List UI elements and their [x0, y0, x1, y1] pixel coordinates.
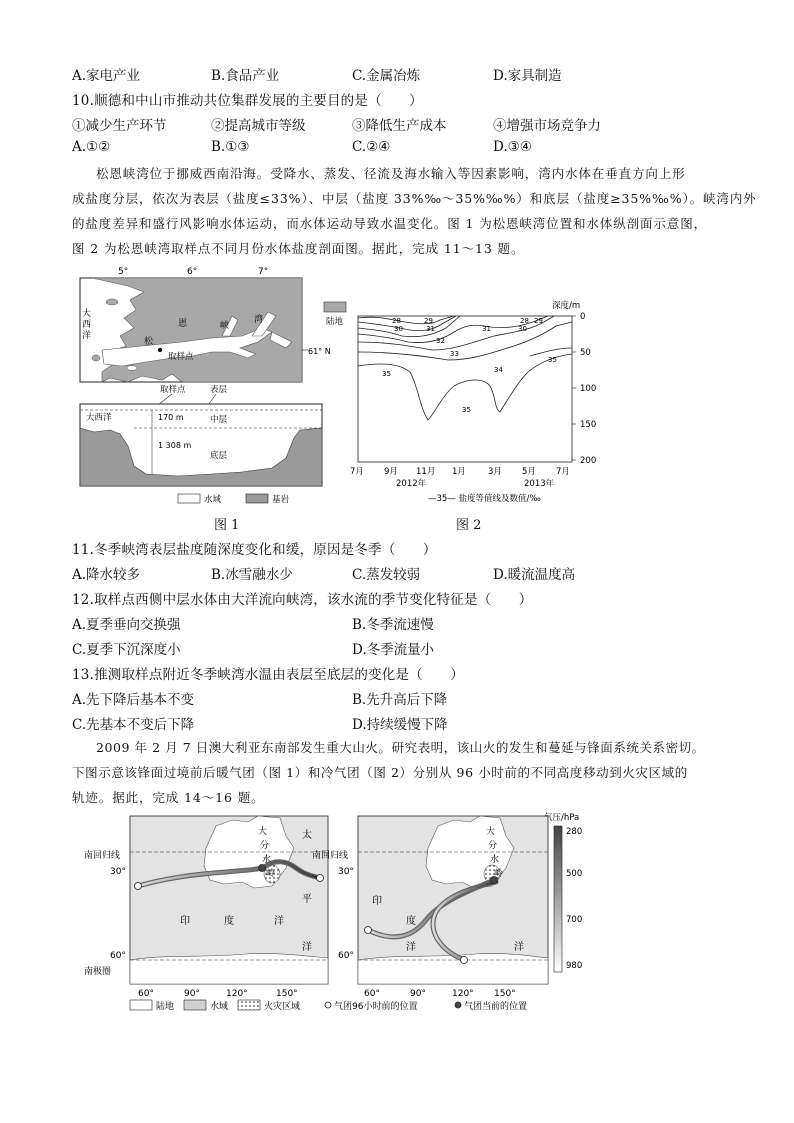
- fig3-lon120-right: 120°: [452, 989, 474, 999]
- fig1-label-da: 大: [82, 309, 92, 319]
- fig2-xtick-3: 1月: [452, 467, 466, 477]
- fig2-xtick-1: 9月: [384, 467, 398, 477]
- q13-option-d: D.持续缓慢下降: [352, 717, 448, 733]
- fig3-left-yang2: 洋: [302, 942, 312, 953]
- fig2-year-2013: 2013年: [524, 479, 555, 489]
- fig3-right-da: 大: [486, 827, 496, 837]
- fig3-pressure-bar: [554, 826, 562, 972]
- q12-option-d: D.冬季流量小: [352, 642, 435, 658]
- fig3-lat60-right: 60°: [338, 951, 354, 961]
- fig2-ytick-50: 50: [580, 348, 591, 358]
- fig3-lat30-left: 30°: [110, 867, 126, 877]
- fig3-left-da: 大: [258, 827, 268, 837]
- fig2-c33: 33: [450, 350, 459, 358]
- fig3-tropic-left: 南回归线: [84, 851, 121, 861]
- q9-option-d: D.家具制造: [493, 68, 562, 84]
- q10-stem: 10.顺德和中山市推动共位集群发展的主要目的是（ ）: [72, 93, 423, 109]
- fig2-c28a: 28: [392, 317, 401, 325]
- fig3-left-yang: 洋: [274, 916, 284, 927]
- fig2-c31a: 31: [426, 325, 435, 333]
- fig2-ytick-0: 0: [580, 312, 586, 322]
- passage1-line-3: 的盐度差异和盛行风影响水体运动，而水体运动导致水温变化。图 1 为松恩峡湾位置和水体纵剖面示意图，: [72, 216, 708, 231]
- q10-item-1: ①减少生产环节: [72, 118, 167, 134]
- fig3-lon90-left: 90°: [184, 989, 200, 999]
- fig2-ytick-200: 200: [580, 456, 597, 466]
- fig3-legend-fire: 火灾区域: [264, 1002, 301, 1012]
- fig3-tropic-right: 南回归线: [312, 851, 349, 861]
- q13-option-a: A.先下降后基本不变: [72, 692, 195, 708]
- fig2-c32: 32: [436, 337, 445, 345]
- fig2-ytick-150: 150: [580, 420, 597, 430]
- fig1-section-atlantic: 大西洋: [86, 413, 112, 423]
- q11-option-b: B.冰雪融水少: [211, 567, 293, 583]
- fig1-lat-61: 61° N: [308, 347, 331, 356]
- fig3-ptick-500: 500: [566, 869, 583, 879]
- fig3-lon150-left: 150°: [276, 989, 298, 999]
- fig3-ptick-700: 700: [566, 915, 583, 925]
- fig3-lon90-right: 90°: [410, 989, 426, 999]
- fig3-left-shui: 水: [262, 855, 272, 865]
- fig3-lon120-left: 120°: [226, 989, 248, 999]
- fig1-legend-water: 水域: [204, 495, 222, 505]
- q10-option-b: B.①③: [211, 139, 250, 155]
- q10-item-3: ③降低生产成本: [352, 118, 447, 134]
- fig2-depth-label: 深度/m: [552, 301, 581, 311]
- fig2-c30a: 30: [394, 325, 403, 333]
- fig3-ptick-280: 280: [566, 827, 583, 837]
- fig3-right-fen: 分: [488, 841, 498, 851]
- fig1-legend-bedrock: 基岩: [272, 495, 290, 505]
- fig1-label-song: 松: [144, 337, 154, 347]
- fig3-right-ling: 岭: [494, 869, 504, 879]
- fig2-xtick-5: 5月: [522, 467, 536, 477]
- q10-item-2: ②提高城市等级: [211, 118, 306, 134]
- fig3-left-tai: 太: [302, 830, 312, 841]
- fig3-left-ping: 平: [302, 894, 312, 905]
- q9-option-a: A.家电产业: [72, 68, 141, 84]
- fig2-c35b: 35: [462, 406, 471, 414]
- fig1-lon-5: 5°: [118, 267, 129, 277]
- passage1-line-2: 成盐度分层，依次为表层（盐度≤33%）、中层（盐度 33%‰～35%‰%）和底层（盐度≥35%‰%）。峡湾内外: [72, 191, 757, 206]
- q11-stem: 11.冬季峡湾表层盐度随深度变化和缓，原因是冬季（ ）: [72, 542, 437, 558]
- fig3-legend-water: 水域: [210, 1002, 229, 1012]
- fig2-ytick-100: 100: [580, 384, 597, 394]
- fig1-section-bottom: 底层: [210, 451, 228, 461]
- fig1-legend-land: 陆地: [326, 317, 344, 327]
- fig3-left-du: 度: [224, 916, 234, 927]
- fig1-section-middle: 中层: [210, 415, 228, 425]
- q13-option-b: B.先升高后下降: [352, 692, 448, 708]
- fig1-label-xia: 峡: [220, 321, 230, 331]
- q9-option-c: C.金属冶炼: [352, 68, 421, 84]
- fig2-xtick-2: 11月: [416, 467, 436, 477]
- fig1-lon-7: 7°: [258, 267, 269, 277]
- fig3-left-ling: 岭: [266, 869, 276, 879]
- passage1-line-4: 图 2 为松恩峡湾取样点不同月份水体盐度剖面图。据此，完成 11～13 题。: [72, 241, 525, 256]
- fig3-lon150-right: 150°: [494, 989, 516, 999]
- figure-2-caption: 图 2: [456, 518, 482, 533]
- fig2-c31b: 31: [482, 325, 491, 333]
- fig2-legend: —35— 盐度等值线及数值/‰: [428, 494, 541, 504]
- fig2-c29b: 29: [534, 317, 543, 325]
- fig3-right-du: 度: [406, 916, 416, 927]
- fig3-ptick-980: 980: [566, 961, 583, 971]
- fig2-c29a: 29: [424, 317, 433, 325]
- passage2-line-3: 轨迹。据此，完成 14～16 题。: [72, 790, 265, 805]
- passage1-line-1: 松恩峡湾位于挪威西南沿海。受降水、蒸发、径流及海水输入等因素影响，湾内水体在垂直方向上形: [96, 166, 686, 181]
- fig3-right-yin: 印: [372, 896, 382, 907]
- q11-option-a: A.降水较多: [72, 567, 141, 583]
- fig3-right-yang2: 洋: [514, 942, 524, 953]
- fig2-xtick-0: 7月: [350, 467, 364, 477]
- fig1-label-wan: 湾: [254, 315, 264, 325]
- figure-1-caption: 图 1: [214, 518, 240, 533]
- fig2-c34: 34: [494, 366, 503, 374]
- q13-stem: 13.推测取样点附近冬季峡湾水温由表层至底层的变化是（ ）: [72, 667, 464, 683]
- fig3-lon60-right: 60°: [364, 989, 380, 999]
- q12-option-a: A.夏季垂向交换强: [72, 617, 181, 633]
- fig1-section-sample: 取样点: [160, 385, 186, 395]
- q12-option-b: B.冬季流速慢: [352, 617, 434, 633]
- figure-2: [344, 296, 602, 508]
- fig3-lat30-right: 30°: [338, 867, 354, 877]
- q10-option-d: D.③④: [493, 139, 532, 155]
- fig3-legend-current: 气团当前的位置: [464, 1002, 528, 1012]
- fig1-lon-6: 6°: [187, 267, 198, 277]
- fig1-section-surface: 表层: [210, 385, 228, 395]
- fig3-lon60-left: 60°: [138, 989, 154, 999]
- fig2-xtick-4: 3月: [488, 467, 502, 477]
- fig2-xtick-6: 7月: [556, 467, 570, 477]
- q12-stem: 12.取样点西侧中层水体由大洋流向峡湾，该水流的季节变化特征是（ ）: [72, 592, 533, 608]
- fig3-left-fen: 分: [260, 841, 270, 851]
- fig3-polar-left: 南极圈: [84, 967, 112, 977]
- fig1-sample-point: [158, 348, 162, 352]
- q12-option-c: C.夏季下沉深度小: [72, 642, 181, 658]
- fig3-right-yang: 洋: [406, 942, 416, 953]
- q13-option-c: C.先基本不变后下降: [72, 717, 195, 733]
- q10-option-c: C.②④: [352, 139, 391, 155]
- fig3-left-yin: 印: [180, 916, 190, 927]
- fig1-label-en: 恩: [178, 319, 188, 329]
- q10-option-a: A.①②: [72, 139, 111, 155]
- fig3-legend-start: 气团96小时前的位置: [334, 1002, 418, 1012]
- fig2-c30b: 30: [518, 325, 527, 333]
- fig2-year-2012: 2012年: [396, 479, 427, 489]
- fig1-section-depth1: 170 m: [158, 413, 184, 422]
- fig3-pressure-label: 气压/hPa: [544, 813, 580, 823]
- fig3-lat60-left: 60°: [110, 951, 126, 961]
- q10-item-4: ④增强市场竞争力: [493, 118, 601, 134]
- fig3-legend-land: 陆地: [156, 1002, 175, 1012]
- q11-option-d: D.暖流温度高: [493, 567, 576, 583]
- figure-1: [72, 262, 360, 512]
- fig1-label-sample: 取样点: [168, 352, 194, 362]
- fig2-c35c: 35: [548, 356, 557, 364]
- fig1-section-depth2: 1 308 m: [158, 441, 192, 450]
- figure-3: [76, 808, 608, 1014]
- fig2-c28b: 28: [520, 317, 529, 325]
- fig1-label-yang: 洋: [82, 331, 92, 341]
- q11-option-c: C.蒸发较弱: [352, 567, 421, 583]
- fig2-c35a: 35: [382, 370, 391, 378]
- passage2-line-1: 2009 年 2 月 7 日澳大利亚东南部发生重大山火。研究表明，该山火的发生和蔓延与锋面系统关系密切。: [96, 740, 705, 755]
- passage2-line-2: 下图示意该锋面过境前后暖气团（图 1）和冷气团（图 2）分别从 96 小时前的不同高度移动到火灾区域的: [72, 765, 688, 780]
- fig3-right-shui: 水: [490, 855, 500, 865]
- fig1-label-xi: 西: [82, 320, 92, 330]
- q9-option-b: B.食品产业: [211, 68, 280, 84]
